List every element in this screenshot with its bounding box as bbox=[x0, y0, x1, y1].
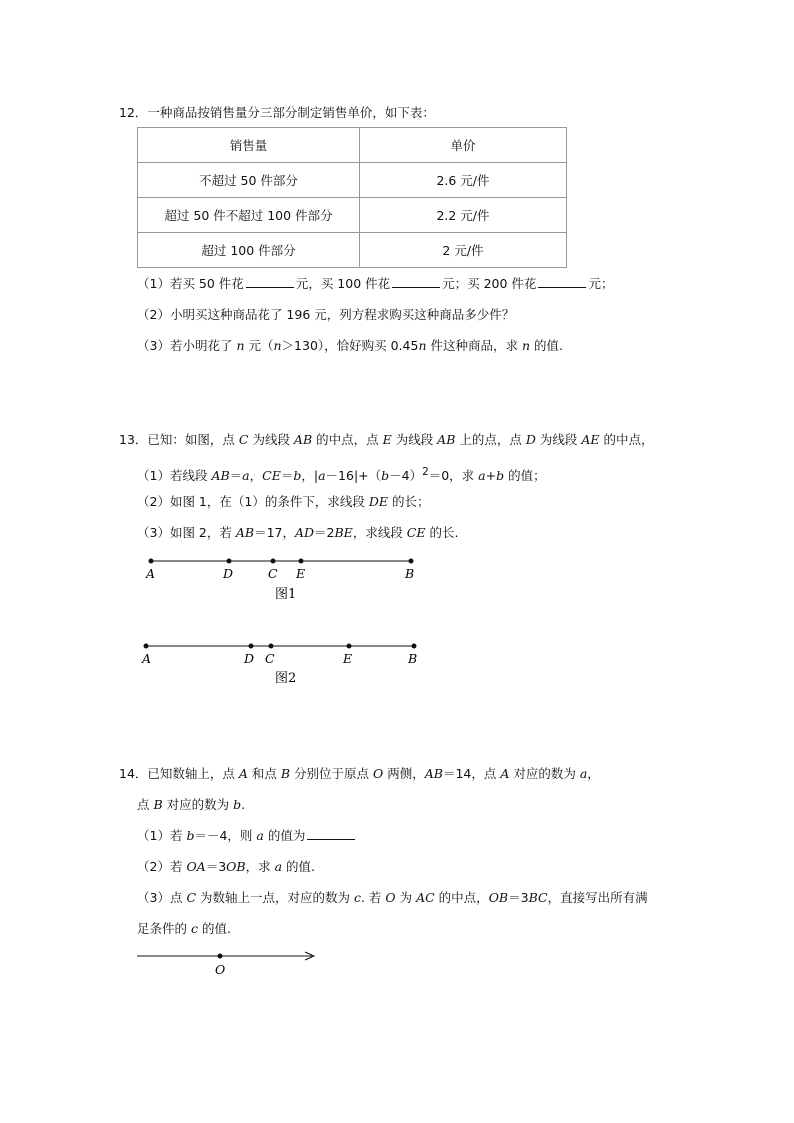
label-a: A bbox=[146, 566, 156, 581]
var: b bbox=[496, 468, 505, 484]
var: OB bbox=[488, 890, 509, 905]
text: ＝17， bbox=[254, 525, 295, 540]
text: ， bbox=[587, 766, 600, 781]
var: AB bbox=[293, 432, 313, 447]
var: AD bbox=[294, 525, 315, 540]
text: 元； bbox=[588, 276, 614, 291]
var: a bbox=[478, 468, 486, 484]
var: a bbox=[274, 859, 283, 874]
var: AB bbox=[235, 525, 255, 540]
text: 的中点， bbox=[599, 432, 654, 447]
var: BE bbox=[334, 525, 353, 540]
text: 为 bbox=[395, 890, 417, 905]
var: a bbox=[579, 766, 588, 781]
text: 对应的数为 bbox=[509, 766, 580, 781]
figure-1-caption: 图1 bbox=[275, 587, 297, 602]
label-e: E bbox=[343, 651, 353, 666]
text: ＝－4，则 bbox=[194, 828, 257, 843]
text: ，求线段 bbox=[352, 525, 407, 540]
table-cell: 2.2 元/件 bbox=[360, 198, 567, 233]
text: + bbox=[485, 468, 497, 484]
text: 的值. bbox=[282, 859, 315, 874]
var: BC bbox=[528, 890, 548, 905]
number-axis bbox=[137, 952, 314, 977]
text: （1）若 bbox=[137, 828, 187, 843]
var: AB bbox=[211, 468, 230, 484]
var: n bbox=[418, 338, 427, 353]
var: a bbox=[242, 468, 250, 484]
text: ＝ bbox=[280, 468, 294, 484]
text: 为线段 bbox=[391, 432, 438, 447]
var: OA bbox=[186, 859, 206, 874]
table-cell: 2.6 元/件 bbox=[360, 163, 567, 198]
text: 的长； bbox=[387, 494, 430, 509]
point-c bbox=[271, 559, 276, 564]
text: 件这种商品，求 bbox=[426, 338, 522, 353]
text: ＝2 bbox=[314, 525, 335, 540]
q14-stem-line1 bbox=[119, 766, 600, 782]
label-d: D bbox=[244, 651, 255, 666]
var: c bbox=[190, 921, 198, 936]
text: 为线段 bbox=[535, 432, 582, 447]
text: （3）如图 2，若 bbox=[137, 525, 236, 540]
q14-part1 bbox=[137, 828, 357, 844]
text: 为数轴上一点，对应的数为 bbox=[196, 890, 354, 905]
point-a bbox=[144, 644, 149, 649]
q14-part3-line2 bbox=[137, 921, 231, 937]
var: D bbox=[525, 432, 536, 447]
text: 的值. bbox=[198, 921, 231, 936]
text: 14．已知数轴上，点 bbox=[119, 766, 239, 781]
point-a bbox=[149, 559, 154, 564]
text: 分别位于原点 bbox=[290, 766, 374, 781]
text: 元；买 200 件花 bbox=[442, 276, 537, 291]
var: b bbox=[186, 828, 195, 843]
text: 的值； bbox=[504, 468, 546, 484]
text: －4） bbox=[389, 468, 423, 484]
var: E bbox=[382, 432, 392, 447]
text: 的值. bbox=[530, 338, 563, 353]
table-cell: 超过 100 件部分 bbox=[138, 233, 360, 268]
var: n bbox=[273, 338, 282, 353]
figure-1 bbox=[145, 559, 414, 603]
text: 13．已知：如图，点 bbox=[119, 432, 239, 447]
point-d bbox=[249, 644, 254, 649]
label-e: E bbox=[296, 566, 306, 581]
text: ＝14，点 bbox=[442, 766, 501, 781]
var: DE bbox=[368, 494, 388, 509]
text: 元，买 100 件花 bbox=[295, 276, 391, 291]
answer-blank[interactable] bbox=[307, 828, 355, 840]
var: b bbox=[233, 797, 242, 812]
label-c: C bbox=[265, 651, 275, 666]
text: 的长. bbox=[425, 525, 459, 540]
text: （3）点 bbox=[137, 890, 187, 905]
text: （2）若 bbox=[137, 859, 187, 874]
label-d: D bbox=[223, 566, 234, 581]
var: c bbox=[353, 890, 361, 905]
table-cell: 2 元/件 bbox=[360, 233, 567, 268]
text: 元（ bbox=[244, 338, 274, 353]
table-header-cell: 销售量 bbox=[138, 128, 360, 163]
text: ，直接写出所有满 bbox=[547, 890, 648, 905]
text: ，| bbox=[301, 468, 319, 484]
text: ， bbox=[249, 468, 263, 484]
var: AB bbox=[424, 766, 443, 781]
var: A bbox=[500, 766, 510, 781]
var: n bbox=[521, 338, 531, 353]
var: AE bbox=[581, 432, 600, 447]
var: C bbox=[186, 890, 197, 905]
text: （3）若小明花了 bbox=[137, 338, 237, 353]
var: O bbox=[373, 766, 384, 781]
text: ＝ bbox=[229, 468, 243, 484]
text: 对应的数为 bbox=[162, 797, 234, 812]
text: . 若 bbox=[360, 890, 386, 905]
point-b bbox=[409, 559, 414, 564]
text: －16|+（ bbox=[325, 468, 382, 484]
table-header-cell: 单价 bbox=[360, 128, 567, 163]
q14-part3-line1 bbox=[137, 890, 648, 906]
point-b bbox=[412, 644, 417, 649]
point-e bbox=[347, 644, 352, 649]
origin-label: O bbox=[215, 962, 226, 977]
point-e bbox=[299, 559, 304, 564]
var: AB bbox=[437, 432, 456, 447]
text: 的中点，点 bbox=[312, 432, 383, 447]
var: OB bbox=[226, 859, 246, 874]
var: a bbox=[256, 828, 264, 843]
q12-part2: （2）小明买这种商品花了 196 元，列方程求购买这种商品多少件？ bbox=[137, 307, 515, 322]
figure-2 bbox=[141, 644, 417, 687]
point-c bbox=[269, 644, 274, 649]
q14-stem-line2 bbox=[137, 797, 245, 813]
text: （1）若线段 bbox=[137, 468, 212, 484]
label-c: C bbox=[268, 566, 278, 581]
table-cell: 不超过 50 件部分 bbox=[138, 163, 360, 198]
var: A bbox=[238, 766, 248, 781]
var: CE bbox=[262, 468, 281, 484]
point-d bbox=[227, 559, 232, 564]
var: n bbox=[236, 338, 245, 353]
text: 足条件的 bbox=[137, 921, 191, 936]
var: b bbox=[293, 468, 302, 484]
text: ＝3 bbox=[205, 859, 227, 874]
text: 和点 bbox=[247, 766, 281, 781]
label-b: B bbox=[408, 651, 418, 666]
var: B bbox=[153, 797, 163, 812]
text: 两侧， bbox=[383, 766, 425, 781]
text: （2）如图 1，在（1）的条件下，求线段 bbox=[137, 494, 369, 509]
text: 上的点，点 bbox=[455, 432, 526, 447]
label-b: B bbox=[405, 566, 415, 581]
var: b bbox=[381, 468, 390, 484]
text: ，求 bbox=[245, 859, 275, 874]
text: ＝0，求 bbox=[428, 468, 479, 484]
text: 为线段 bbox=[248, 432, 294, 447]
var: O bbox=[385, 890, 396, 905]
var: B bbox=[280, 766, 291, 781]
text: 的中点， bbox=[434, 890, 489, 905]
q12-stem: 12．一种商品按销售量分三部分制定销售单价，如下表： bbox=[119, 105, 435, 120]
table-cell: 超过 50 件不超过 100 件部分 bbox=[138, 198, 360, 233]
var: AC bbox=[416, 890, 435, 905]
text: ＞130），恰好购买 0.45 bbox=[281, 338, 419, 353]
var: CE bbox=[406, 525, 426, 540]
figure-2-caption: 图2 bbox=[275, 671, 297, 686]
exponent: 2 bbox=[422, 466, 429, 478]
q14-part2 bbox=[137, 859, 315, 875]
text: （1）若买 50 件花 bbox=[137, 276, 244, 291]
text: 的值为 bbox=[263, 828, 306, 843]
origin-point bbox=[218, 954, 223, 959]
text: . bbox=[241, 797, 246, 812]
text: ＝3 bbox=[508, 890, 529, 905]
var: a bbox=[318, 468, 326, 484]
text: 点 bbox=[137, 797, 154, 812]
var: C bbox=[238, 432, 249, 447]
label-a: A bbox=[142, 651, 152, 666]
